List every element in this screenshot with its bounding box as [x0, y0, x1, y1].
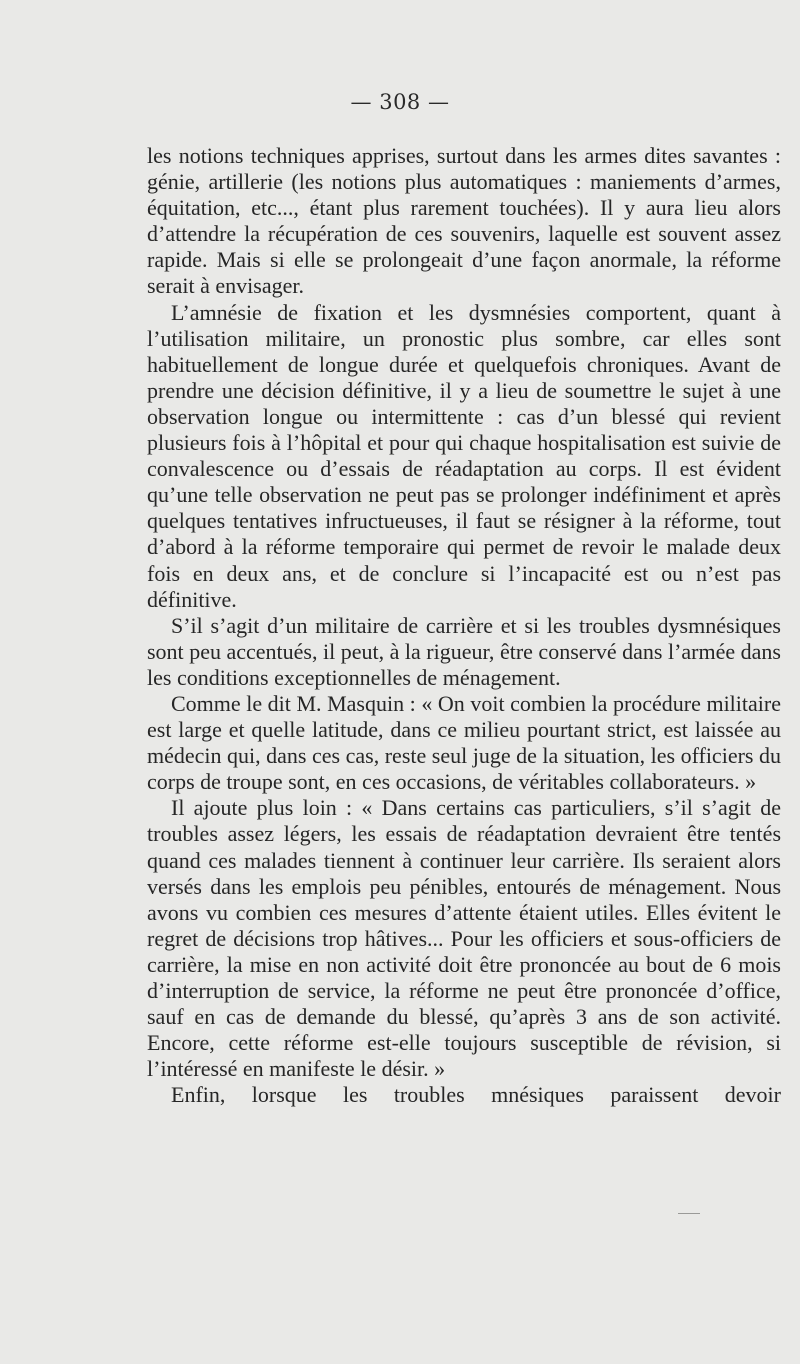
paragraph: L’amnésie de fixation et les dysmnésies comportent, quant à l’utilisation militaire, un pronostic plus sombre, car elles sont habituellement de longue durée et quelquefois chroniques. Avant de prendre une décision définitive, il y a lieu de soumettre le sujet à une observation longue ou intermittente : cas d’un blessé qui revient plusieurs fois à l’hôpital et pour qui chaque hospitalisation est suivie de convalescence ou d’essais de réadaptation au corps. Il est évident qu’une telle observation ne peut pas se prolonger indéfiniment et après quelques tentatives infructueuses, il faut se résigner à la réforme, tout d’abord à la réforme temporaire qui permet de revoir le malade deux fois en deux ans, et de conclure si l’incapacité est ou n’est pas définitive. [147, 299, 781, 612]
body-text [147, 143, 781, 1108]
page-number: — 308 — [350, 90, 450, 114]
paragraph: Enfin, lorsque les troubles mnésiques paraissent devoir [171, 1082, 781, 1108]
paragraph: les notions techniques apprises, surtout dans les armes dites savantes : génie, artillerie (les notions plus automatiques : maniements d’armes, équitation, etc..., étant plus rarement touchées). Il y aura lieu alors d’attendre la récupération de ces souvenirs, laquelle est souvent assez rapide. Mais si elle se prolongeait d’une façon anormale, la réforme serait à envisager. [147, 143, 781, 299]
page-mark [678, 1213, 700, 1214]
paragraph: Il ajoute plus loin : « Dans certains cas particuliers, s’il s’agit de troubles assez légers, les essais de réadaptation devraient être tentés quand ces malades tiennent à continuer leur carrière. Ils seraient alors versés dans les emplois peu pénibles, entourés de ménagement. Nous avons vu combien ces mesures d’attente étaient utiles. Elles évitent le regret de décisions trop hâtives... Pour les officiers et sous-officiers de carrière, la mise en non activité doit être prononcée au bout de 6 mois d’interruption de service, la réforme ne peut être prononcée d’office, sauf en cas de demande du blessé, qu’après 3 ans de son activité. Encore, cette réforme est-elle toujours susceptible de révision, si l’intéressé en manifeste le désir. » [147, 795, 781, 1082]
paragraph: S’il s’agit d’un militaire de carrière et si les troubles dysmnésiques sont peu accentués, il peut, à la rigueur, être conservé dans l’armée dans les conditions exceptionnelles de ménagement. [147, 612, 781, 690]
paragraph: Comme le dit M. Masquin : « On voit combien la procédure militaire est large et quelle latitude, dans ce milieu pourtant strict, est laissée au médecin qui, dans ces cas, reste seul juge de la situation, les officiers du corps de troupe sont, en ces occasions, de véritables collaborateurs. » [147, 690, 781, 795]
